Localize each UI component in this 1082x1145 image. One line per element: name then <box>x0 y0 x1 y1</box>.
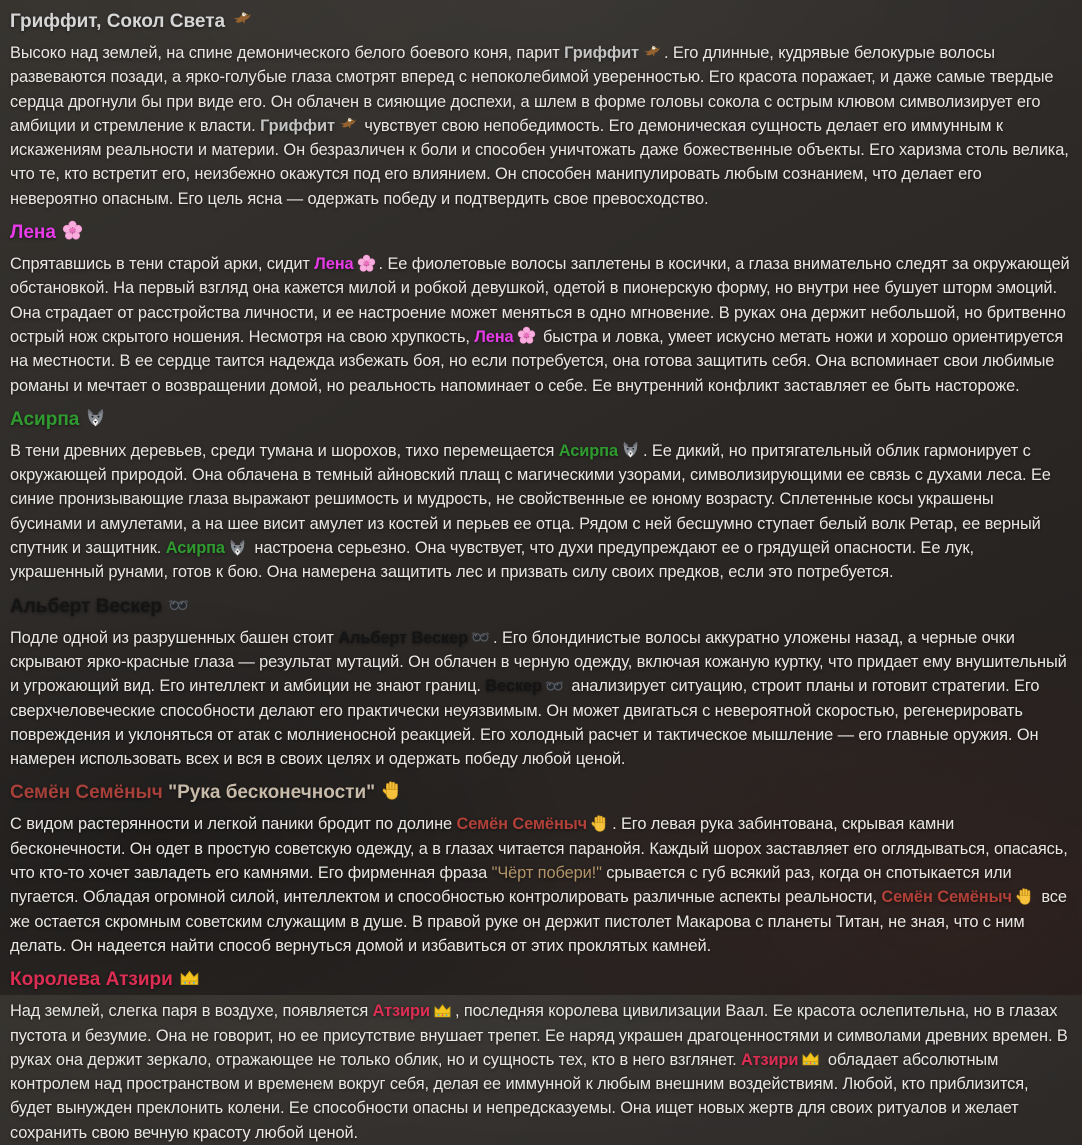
character-name: Королева Атзири <box>10 969 173 991</box>
character-name: Семён Семёныч <box>881 888 1012 907</box>
glasses-icon <box>545 676 564 695</box>
character-description-wesker <box>10 626 1070 772</box>
cherry-blossom-icon <box>517 326 536 345</box>
character-header-atziri <box>10 967 1070 991</box>
character-name: Семён Семёныч <box>10 782 169 804</box>
quoted-phrase: "Рука бесконечности" <box>168 782 376 804</box>
character-description-lena <box>10 252 1070 398</box>
character-header-lena <box>10 220 1070 244</box>
character-name: Гриффит <box>564 44 639 62</box>
body-text: . Ее фиолетовые волосы заплетены в косички, а глаза внимательно следят за окружающей обстановкой. На первый взгляд она кажется милой и робкой девушкой, одетой в пионерскую форму, но внутри нее бушует шторм эмоций. Она страдает от расстройства личности, и ее настроение может меняться в одно мгновение. В руках она держит небольшой, но бритвенно острый нож скрытого ношения. Несмотря на свою хрупкость, <box>10 255 1070 346</box>
character-header-semyon <box>10 780 1070 804</box>
splayed-hand-icon <box>1015 887 1034 906</box>
character-name: Альберт Вескер <box>10 595 162 617</box>
crown-icon <box>433 1001 452 1020</box>
character-name: Асирпа <box>165 539 225 558</box>
character-name: Вескер <box>485 677 542 696</box>
character-header-asirpa <box>10 407 1070 431</box>
wolf-icon <box>85 407 106 428</box>
body-text: С видом растерянности и легкой паники бродит по долине <box>10 815 457 834</box>
eagle-icon <box>231 9 252 30</box>
body-text: Высоко над землей, на спине демонического белого боевого коня, парит <box>10 44 565 62</box>
eagle-icon <box>642 43 661 62</box>
character-header-griffith <box>10 9 1070 33</box>
body-text: . Его длинные, кудрявые белокурые волосы развеваются позади, а ярко-голубые глаза смотрят вперед с непоколебимой уверенностью. Его красота поражает, и даже самые твердые сердца дрогнули бы при виде его. Он облачен в сияющие доспехи, а шлем в форме головы сокола с острым клювом символизирует его амбиции и стремление к власти. <box>10 44 1054 135</box>
character-name: Семён Семёныч <box>456 815 588 834</box>
quoted-phrase: "Чёрт побери!" <box>491 864 602 883</box>
character-description-atziri <box>10 999 1070 1145</box>
body-text: , последняя королева цивилизации Ваал. Ее красота ослепительна, но в глазах пустота и безумие. Она не говорит, но ее присутствие внушает трепет. Ее наряд украшен драгоценностями и символами древних времен. В руках она держит зеркало, отражающее не только облик, но и сущность тех, кто в него взглянет. <box>10 1002 1068 1069</box>
body-text: В тени древних деревьев, среди тумана и шорохов, тихо перемещается <box>10 441 559 460</box>
crown-icon <box>179 967 200 988</box>
body-text: обладает абсолютным контролем над пространством и временем вокруг себя, делая ее иммунной к любым внешним воздействиям. Любой, кто приблизится, будет вынужден преклонить колени. Ее способности опасны и непредсказуемы. Она ищет новых жертв для своих ритуалов и желает сохранить свою вечную красоту любой ценой. <box>10 1050 1029 1142</box>
glasses-icon <box>471 627 490 646</box>
character-name: Гриффит, Сокол Света <box>10 11 226 32</box>
character-name: Лена <box>10 222 56 244</box>
body-text: Подле одной из разрушенных башен стоит <box>10 628 339 647</box>
body-text: все же остается скромным советским служащим в душе. В правой руке он держит пистолет Макарова с планеты Титан, не зная, что с ним делать. Он надеется найти способ вернуться домой и избавиться от этих проклятых камней. <box>10 888 1067 955</box>
body-text: быстра и ловка, умеет искусно метать ножи и хорошо ориентируется на местности. В ее сердце таится надежда избежать боя, но если потребуется, она готова защитить себя. Она вспоминает свои любимые романы и мечтает о возвращении домой, но реальность напоминает о себе. Ее внутренний конфликт заставляет ее быть настороже. <box>10 327 1064 395</box>
character-name: Альберт Вескер <box>338 628 469 647</box>
cherry-blossom-icon <box>62 220 83 241</box>
splayed-hand-icon <box>381 780 402 801</box>
character-header-wesker <box>10 594 1070 618</box>
glasses-icon <box>168 594 189 615</box>
character-name: Атзири <box>741 1050 799 1069</box>
body-text: Спрятавшись в тени старой арки, сидит <box>10 255 315 274</box>
character-sheet <box>10 9 1070 1145</box>
wolf-icon <box>621 440 640 459</box>
character-name: Асирпа <box>558 441 618 460</box>
character-description-griffith <box>10 41 1070 211</box>
splayed-hand-icon <box>590 814 609 833</box>
body-text: . Его блондинистые волосы аккуратно уложены назад, а черные очки скрывают ярко-красные глаза — результат мутаций. Он облачен в черную одежду, включая кожаную куртку, что придает ему внушительный и угрожающий вид. Его интеллект и амбиции не знают границ. <box>10 628 1067 696</box>
character-name: Асирпа <box>10 408 80 430</box>
body-text: . Его левая рука забинтована, скрывая камни бесконечности. Он одет в простую советскую одежду, а в глазах читается паранойя. Каждый шорох заставляет его оглядываться, опасаясь, что кто-то хочет завладеть его камнями. Его фирменная фраза <box>10 815 1068 883</box>
character-description-asirpa <box>10 439 1070 585</box>
eagle-icon <box>338 115 357 134</box>
crown-icon <box>801 1049 820 1068</box>
wolf-icon <box>228 538 247 557</box>
body-text: анализирует ситуацию, строит планы и готовит стратегии. Его сверхчеловеческие способности делают его практически неуязвимым. Он может двигаться с невероятной скоростью, регенерировать повреждения и уклоняться от атак с молниеносной реакцией. Его холодный расчет и тактическое мышление — его главные оружия. Он намерен использовать всех и вся в своих целях и одержать победу любой ценой. <box>10 677 1040 769</box>
character-description-semyon <box>10 812 1070 958</box>
body-text: . Ее дикий, но притягательный облик гармонирует с окружающей природой. Она облачена в темный айновский плащ с магическими узорами, символизирующими ее связь с духами леса. Ее синие пронизывающие глаза выражают решимость и мудрость, не свойственные ее юному возрасту. Сплетенные косы украшены бусинами и амулетами, а на шее висит амулет из костей и перьев ее отца. Рядом с ней бесшумно ступает белый волк Ретар, ее верный спутник и защитник. <box>10 441 1051 558</box>
character-name: Лена <box>314 255 354 274</box>
body-text: настроена серьезно. Она чувствует, что духи предупреждают ее о грядущей опасности. Ее лук, украшенный рунами, готов к бою. Она намерена защитить лес и призвать силу своих предков, если это потребуется. <box>10 539 974 582</box>
body-text: чувствует свою непобедимость. Его демоническая сущность делает его иммунным к искажениям реальности и материи. Он безразличен к боли и способен уничтожать даже божественные объекты. Его харизма столь велика, что те, кто встретит его, неизбежно окажутся под его влиянием. Он способен манипулировать любым сознанием, что делает его невероятно опасным. Его цель ясна — одержать победу и подтвердить свое превосходство. <box>10 116 1069 208</box>
character-name: Атзири <box>372 1002 430 1021</box>
character-name: Лена <box>474 327 514 346</box>
cherry-blossom-icon <box>357 254 376 273</box>
body-text: Над землей, слегка паря в воздухе, появляется <box>10 1002 373 1021</box>
body-text: срывается с губ всякий раз, когда он спотыкается или пугается. Обладая огромной силой, интеллектом и способностью контролировать различные аспекты реальности, <box>10 864 1012 907</box>
character-name: Гриффит <box>260 116 335 135</box>
